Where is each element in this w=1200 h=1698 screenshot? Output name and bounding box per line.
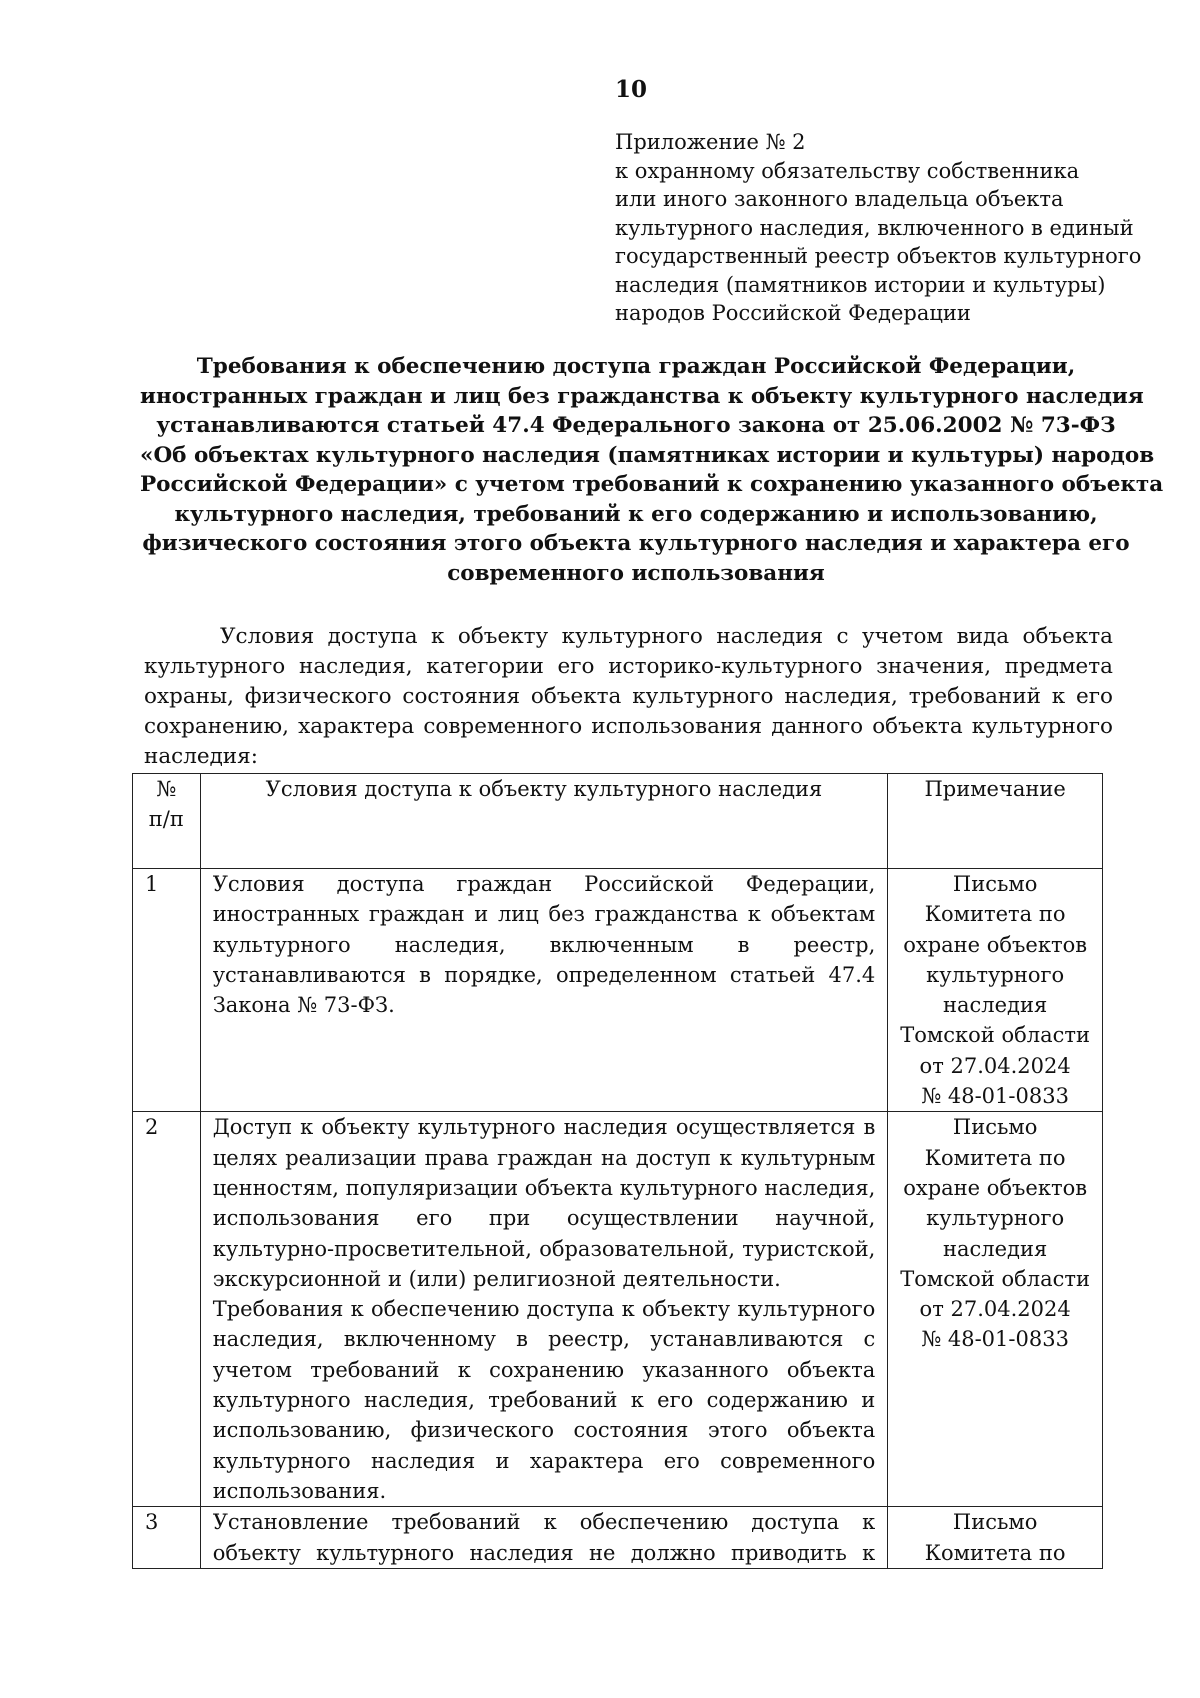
access-conditions-table	[132, 773, 1103, 1569]
appendix-line: государственный реестр объектов культурного	[615, 244, 1142, 268]
text-line: целях реализации права граждан на доступ к культурным	[212, 1145, 876, 1170]
heading-line: устанавливаются статьей 47.4 Федерального закона от 25.06.2002 № 73-ФЗ	[156, 413, 1116, 438]
text-line: использования.	[212, 1478, 387, 1503]
text-line: Установление требований к обеспечению доступа к	[212, 1510, 876, 1535]
heading-line: Российской Федерации» с учетом требований к сохранению указанного объекта	[140, 472, 1164, 497]
row-conditions	[200, 1112, 888, 1507]
appendix-line: или иного законного владельца объекта	[615, 187, 1064, 211]
note-line: охране объектов	[903, 932, 1088, 957]
appendix-line: культурного наследия, включенного в единый	[615, 215, 1134, 240]
row-conditions	[200, 869, 888, 1112]
text-line: устанавливаются в порядке, определенном статьей 47.4	[212, 962, 876, 987]
document-heading	[140, 352, 1164, 588]
text-line: иностранных граждан и лиц без гражданства к объектам	[212, 902, 876, 927]
note-line: Комитета по	[924, 902, 1066, 927]
note-line: Томской области	[900, 1023, 1090, 1048]
note-line: Томской области	[900, 1266, 1090, 1291]
text-line: Доступ к объекту культурного наследия осуществляется в	[212, 1115, 876, 1140]
note-line: наследия	[943, 1236, 1048, 1261]
heading-line: культурного наследия, требований к его содержанию и использованию,	[174, 501, 1098, 527]
text-line: экскурсионной и (или) религиозной деятельности.	[212, 1266, 781, 1291]
note-line: культурного	[926, 962, 1065, 987]
note-line: от 27.04.2024	[919, 1053, 1071, 1078]
note-line: культурного	[926, 1206, 1065, 1231]
note-line: № 48-01-0833	[921, 1084, 1069, 1109]
appendix-line: к охранному обязательству собственника	[615, 158, 1080, 183]
note-line: Комитета по	[924, 1540, 1066, 1565]
table-row	[133, 1507, 1103, 1569]
note-line: Письмо	[952, 1510, 1038, 1535]
header-number	[133, 774, 201, 869]
appendix-line: наследия (памятников истории и культуры)	[615, 272, 1106, 297]
row-note	[888, 1507, 1103, 1569]
row-number: 1	[133, 869, 201, 1112]
heading-line: Требования к обеспечению доступа граждан Российской Федерации,	[196, 354, 1076, 379]
note-line: Комитета по	[924, 1145, 1066, 1170]
heading-line: «Об объектах культурного наследия (памятниках истории и культуры) народов	[140, 442, 1155, 468]
note-line: № 48-01-0833	[921, 1327, 1069, 1352]
row-note	[888, 1112, 1103, 1507]
appendix-note	[615, 128, 1142, 328]
row-number: 2	[133, 1112, 201, 1507]
header-number-line: №	[156, 777, 177, 801]
heading-line: физического состояния этого объекта культурного наследия и характера его	[142, 531, 1130, 556]
appendix-line: Приложение № 2	[615, 130, 806, 154]
table-row	[133, 1112, 1103, 1507]
text-line: Условия доступа граждан Российской Федерации,	[212, 872, 876, 896]
text-line: культурного наследия, требований к его содержанию и	[212, 1388, 876, 1413]
text-line: Закона № 73-ФЗ.	[212, 993, 395, 1018]
table-header-row	[133, 774, 1103, 869]
text-line: Требования к обеспечению доступа к объекту культурного	[212, 1297, 876, 1322]
intro-text: Условия доступа к объекту культурного наследия с учетом вида объекта культурного наследия, категории его историко-культурного значения, предмета охраны, физического состояния объекта культурного наследия, требований к его сохранению, характера современного использования данного объекта культурного наследия:	[144, 624, 1113, 769]
note-line: от 27.04.2024	[919, 1297, 1071, 1322]
appendix-line: народов Российской Федерации	[615, 301, 971, 325]
note-line: охране объектов	[903, 1175, 1088, 1200]
text-line: ценностям, популяризации объекта культурного наследия,	[212, 1175, 876, 1200]
note-line: наследия	[943, 993, 1048, 1018]
note-line: Письмо	[952, 1115, 1038, 1140]
row-conditions	[200, 1507, 888, 1569]
note-line: Письмо	[952, 872, 1038, 896]
text-line: использования его при осуществлении научной,	[212, 1206, 876, 1231]
heading-line: современного использования	[447, 560, 825, 586]
table-row	[133, 869, 1103, 1112]
text-line: учетом требований к сохранению указанного объекта	[212, 1357, 876, 1382]
intro-paragraph	[144, 622, 1113, 772]
text-line: объекту культурного наследия не должно приводить к	[212, 1540, 876, 1565]
header-note: Примечание	[888, 774, 1103, 869]
row-number: 3	[133, 1507, 201, 1569]
header-number-line: п/п	[148, 807, 184, 832]
page-number: 10	[614, 76, 647, 103]
text-line: культурного наследия и характера его современного	[212, 1448, 876, 1473]
text-line: использованию, физического состояния этого объекта	[212, 1418, 876, 1443]
text-line: наследия, включенному в реестр, устанавливаются с	[212, 1327, 876, 1352]
text-line: культурно-просветительной, образовательной, туристской,	[212, 1236, 876, 1261]
row-note	[888, 869, 1103, 1112]
header-conditions: Условия доступа к объекту культурного наследия	[200, 774, 888, 869]
text-line: культурного наследия, включенным в реестр,	[212, 932, 876, 957]
heading-line: иностранных граждан и лиц без гражданства к объекту культурного наследия	[140, 383, 1144, 409]
